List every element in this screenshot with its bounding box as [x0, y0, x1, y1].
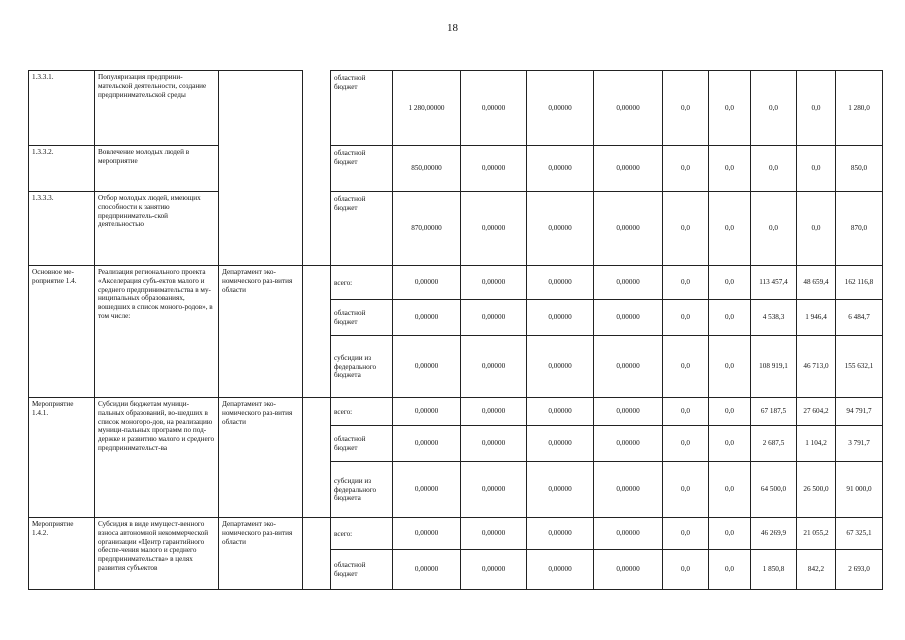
value-cell: 0,0: [709, 462, 751, 518]
row-name: Популяризация предприни-мательской деятельности, создание предпринимательской среды: [95, 71, 219, 146]
value-cell: 0,00000: [393, 462, 461, 518]
value-cell: 0,0: [709, 398, 751, 426]
group-executor: Департамент эко-номического раз-вития области: [219, 398, 303, 518]
value-cell: 0,00000: [461, 518, 527, 550]
row-name: Отбор молодых людей, имеющих способности к занятию предприниматель-ской деятельностью: [95, 192, 219, 266]
row-source: всего:: [331, 398, 393, 426]
value-cell: 0,0: [797, 192, 836, 266]
value-cell: 0,0: [663, 336, 709, 398]
value-cell: 0,0: [663, 518, 709, 550]
value-cell: 0,00000: [461, 398, 527, 426]
value-cell: 26 500,0: [797, 462, 836, 518]
value-cell: 2 687,5: [751, 426, 797, 462]
value-cell: 0,0: [751, 146, 797, 192]
value-cell: 0,00000: [461, 71, 527, 146]
value-cell: 155 632,1: [836, 336, 883, 398]
row-code: 1.3.3.2.: [29, 146, 95, 192]
value-cell: 0,0: [663, 462, 709, 518]
value-cell: 0,00000: [393, 398, 461, 426]
table-row: [29, 518, 883, 550]
value-cell: 0,00000: [461, 192, 527, 266]
value-cell: 48 659,4: [797, 266, 836, 300]
group-name: Субсидия в виде имущест-венного взноса автономной некоммерческой организации «Центр гарантийного обеспе-чения малого и среднего предпринимательства» в целях развития субъектов: [95, 518, 219, 590]
spacer-cell: [303, 518, 331, 590]
value-cell: 0,00000: [527, 71, 594, 146]
value-cell: 0,00000: [527, 300, 594, 336]
value-cell: 0,00000: [461, 426, 527, 462]
table-row: [29, 192, 883, 266]
value-cell: 64 500,0: [751, 462, 797, 518]
value-cell: 0,00000: [393, 550, 461, 590]
value-cell: 1 280,00000: [393, 71, 461, 146]
value-cell: 0,0: [709, 71, 751, 146]
value-cell: 0,00000: [461, 550, 527, 590]
value-cell: 0,00000: [594, 146, 663, 192]
value-cell: 0,0: [797, 146, 836, 192]
row-code: 1.3.3.1.: [29, 71, 95, 146]
value-cell: 870,0: [836, 192, 883, 266]
row-source: всего:: [331, 518, 393, 550]
group-code: Основное ме-роприятие 1.4.: [29, 266, 95, 398]
value-cell: 0,00000: [527, 146, 594, 192]
spacer-cell: [303, 266, 331, 398]
value-cell: 0,0: [663, 71, 709, 146]
value-cell: 0,0: [709, 192, 751, 266]
value-cell: 0,00000: [527, 518, 594, 550]
value-cell: 6 484,7: [836, 300, 883, 336]
value-cell: 0,0: [709, 518, 751, 550]
row-source: областной бюджет: [331, 71, 393, 146]
row-source: всего:: [331, 266, 393, 300]
table-row: [29, 266, 883, 300]
value-cell: 3 791,7: [836, 426, 883, 462]
value-cell: 46 713,0: [797, 336, 836, 398]
group-executor: Департамент эко-номического раз-вития области: [219, 266, 303, 398]
row-source: субсидии из федерального бюджета: [331, 336, 393, 398]
value-cell: 850,00000: [393, 146, 461, 192]
value-cell: 0,00000: [527, 550, 594, 590]
value-cell: 0,00000: [594, 336, 663, 398]
group-executor: Департамент эко-номического раз-вития области: [219, 518, 303, 590]
value-cell: 0,0: [797, 71, 836, 146]
group-name: Субсидии бюджетам муници-пальных образований, во-шедших в список моногоро-дов, на реализацию муници-пальных программ по под-держке и развитию малого и среднего предпринимательст-ва: [95, 398, 219, 518]
table-row: [29, 71, 883, 146]
value-cell: 1 280,0: [836, 71, 883, 146]
value-cell: 0,00000: [527, 336, 594, 398]
value-cell: 0,0: [709, 426, 751, 462]
page-number: 18: [447, 22, 458, 34]
value-cell: 1 850,8: [751, 550, 797, 590]
value-cell: 0,00000: [594, 426, 663, 462]
table-row: [29, 398, 883, 426]
row-source: областной бюджет: [331, 192, 393, 266]
value-cell: 67 325,1: [836, 518, 883, 550]
value-cell: 0,00000: [594, 71, 663, 146]
value-cell: 0,00000: [461, 300, 527, 336]
value-cell: 0,0: [751, 71, 797, 146]
value-cell: 0,0: [709, 300, 751, 336]
budget-table: [28, 70, 883, 590]
spacer-cell: [303, 71, 331, 266]
value-cell: 0,00000: [393, 266, 461, 300]
executor-cell-empty: [219, 71, 303, 266]
value-cell: 0,0: [663, 146, 709, 192]
value-cell: 1 946,4: [797, 300, 836, 336]
row-name: Вовлечение молодых людей в мероприятие: [95, 146, 219, 192]
value-cell: 0,0: [663, 398, 709, 426]
value-cell: 4 538,3: [751, 300, 797, 336]
value-cell: 21 055,2: [797, 518, 836, 550]
value-cell: 0,0: [751, 192, 797, 266]
value-cell: 0,0: [709, 146, 751, 192]
value-cell: 113 457,4: [751, 266, 797, 300]
value-cell: 2 693,0: [836, 550, 883, 590]
value-cell: 0,00000: [594, 518, 663, 550]
group-code: Мероприятие 1.4.1.: [29, 398, 95, 518]
value-cell: 0,00000: [594, 462, 663, 518]
group-name: Реализация регионального проекта «Акселерация субъ-ектов малого и среднего предпринимательства в му-ниципальных образованиях, вошедших в список моного-родов», в том числе:: [95, 266, 219, 398]
value-cell: 94 791,7: [836, 398, 883, 426]
value-cell: 0,00000: [594, 300, 663, 336]
value-cell: 27 604,2: [797, 398, 836, 426]
value-cell: 0,00000: [527, 398, 594, 426]
row-source: областной бюджет: [331, 550, 393, 590]
value-cell: 91 000,0: [836, 462, 883, 518]
value-cell: 842,2: [797, 550, 836, 590]
value-cell: 0,00000: [527, 426, 594, 462]
value-cell: 0,0: [663, 426, 709, 462]
value-cell: 46 269,9: [751, 518, 797, 550]
value-cell: 870,00000: [393, 192, 461, 266]
value-cell: 0,00000: [393, 518, 461, 550]
row-source: областной бюджет: [331, 300, 393, 336]
value-cell: 0,00000: [594, 398, 663, 426]
value-cell: 0,0: [663, 300, 709, 336]
value-cell: 0,0: [663, 550, 709, 590]
value-cell: 850,0: [836, 146, 883, 192]
row-source: субсидии из федерального бюджета: [331, 462, 393, 518]
value-cell: 0,00000: [461, 336, 527, 398]
value-cell: 0,00000: [393, 300, 461, 336]
value-cell: 0,0: [709, 336, 751, 398]
row-code: 1.3.3.3.: [29, 192, 95, 266]
value-cell: 0,00000: [393, 426, 461, 462]
value-cell: 0,00000: [527, 192, 594, 266]
value-cell: 0,00000: [461, 266, 527, 300]
value-cell: 0,0: [663, 266, 709, 300]
row-source: областной бюджет: [331, 146, 393, 192]
value-cell: 0,0: [709, 266, 751, 300]
value-cell: 1 104,2: [797, 426, 836, 462]
value-cell: 0,00000: [594, 192, 663, 266]
spacer-cell: [303, 398, 331, 518]
value-cell: 0,0: [709, 550, 751, 590]
row-source: областной бюджет: [331, 426, 393, 462]
value-cell: 0,00000: [527, 462, 594, 518]
group-code: Мероприятие 1.4.2.: [29, 518, 95, 590]
value-cell: 0,00000: [594, 550, 663, 590]
value-cell: 67 187,5: [751, 398, 797, 426]
value-cell: 0,0: [663, 192, 709, 266]
value-cell: 0,00000: [461, 462, 527, 518]
value-cell: 0,00000: [594, 266, 663, 300]
value-cell: 162 116,8: [836, 266, 883, 300]
value-cell: 108 919,1: [751, 336, 797, 398]
table-row: [29, 146, 883, 192]
value-cell: 0,00000: [461, 146, 527, 192]
value-cell: 0,00000: [527, 266, 594, 300]
value-cell: 0,00000: [393, 336, 461, 398]
